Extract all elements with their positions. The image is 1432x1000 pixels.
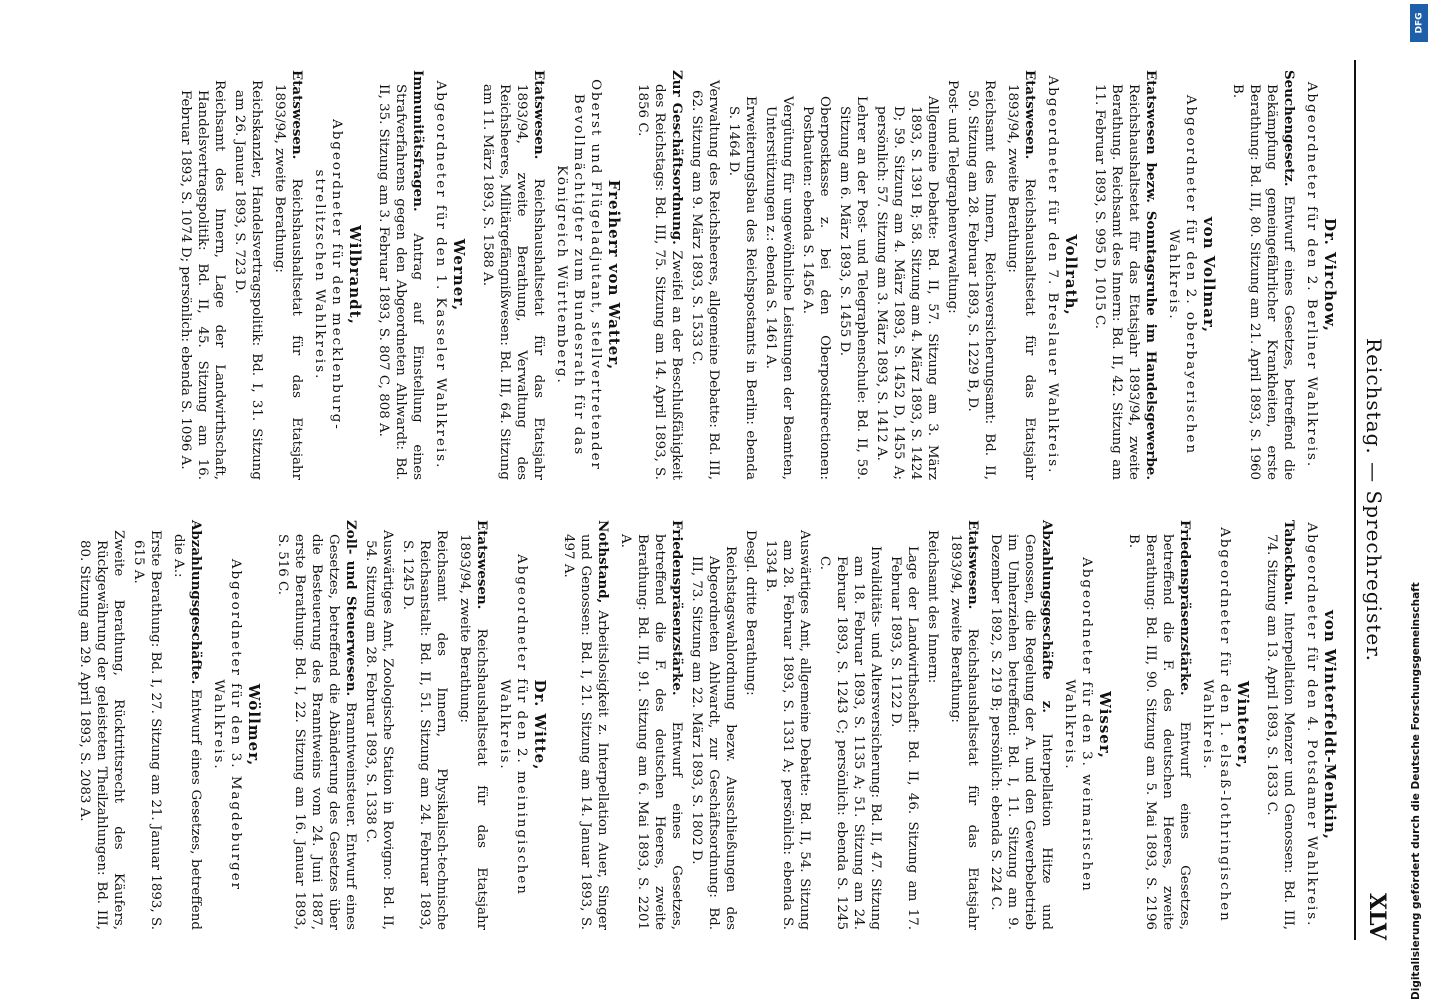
speaker-role: Abgeordneter für den 1. Kasseler Wahlkreis. (433, 80, 448, 470)
sub-entry: Zweite Berathung, Rücktrittsrecht des Käufers, Rückgewährung der geleisteten Theilzahlungen: Bd. III, 80. Sitzung am 29. April 1893, S. 2083 A. (77, 530, 126, 930)
sub-entry: Auswärtiges Amt, Zoologische Station in Rovigno: Bd. II, 54. Sitzung am 28. Februar 1893, S. 1338 C. (363, 530, 395, 930)
topic-entry (456, 520, 490, 930)
speaker-name: Dr. Witte, (531, 679, 549, 771)
topic-entry (987, 520, 1055, 930)
topic-text: Entwurf eines Gesetzes, betreffend die F. des deutschen Heeres, zweite Berathung: Bd. III, 91. Sitzung am 6. Mai 1893, S. 2201 A. (618, 534, 684, 930)
speaker-role: Abgeordneter für den 1. elsaß-lothringischen Wahlkreis. (1200, 527, 1232, 923)
topic-entry (1263, 520, 1297, 930)
topic-entry (170, 520, 204, 930)
topic-entry (1004, 70, 1038, 480)
speaker-name: Winterer, (1234, 680, 1252, 770)
dfg-sidebar (1408, 0, 1430, 1000)
sub-entry: Lage der Landwirthschaft: Bd. II, 46. Sitzung am 17. Februar 1893, S. 1122 D. (888, 546, 920, 930)
topic-text: Reichshaushaltsetat für das Etatsjahr 1893/94, zweite Berathung. Reichsamt des Innern: Bd. II, 42. Sitzung am 11. Februar 1893, S. 995 D, 1015 C. (1092, 84, 1141, 480)
speaker-entry (177, 70, 363, 480)
speaker-role: Oberst und Flügeladjutant, stellvertretender Bevollmächtigter zum Bundesrath für das Königreich Württemberg. (554, 79, 603, 471)
sub-entry: Auswärtiges Amt, allgemeine Debatte: Bd. II, 54. Sitzung am 28. Februar 1893, S. 1331 A; persönlich: ebenda S. 1334 B. (763, 530, 812, 930)
topic-keyword: Friedenspräsenzstärke. (669, 520, 685, 696)
topic-entry (274, 520, 359, 930)
speaker-name: Dr. Virchow, (1321, 218, 1339, 332)
topic-entry (271, 70, 305, 480)
topic-keyword: Immunitätsfragen. (410, 70, 426, 212)
sub-entry: Desgl. dritte Berathung: (743, 530, 758, 696)
speaker-name: von Vollmar, (1200, 216, 1218, 334)
topic-keyword: Zur Geschäftsordnung. (669, 70, 685, 245)
speaker-entry (1263, 520, 1338, 930)
topic-keyword: Abzahlungsgeschäfte. (188, 520, 204, 685)
topic-text: Reichshaushaltsetat für das Etatsjahr 1893/94, zweite Berathung: (272, 84, 304, 480)
speaker-name: Werner, (450, 238, 468, 312)
topic-entry (479, 70, 547, 480)
topic-text: Branntweinsteuer. Entwurf eines Gesetzes, betreffend die Abänderung des Gesetzes über die Besteuerung des Branntweins vom 24. Juni 1887, erste Berathung: Bd. I, 22. Sitzung am 16. Januar 1893, S. 516 C. (275, 534, 358, 930)
left-column (60, 70, 1338, 480)
topic-keyword: Zoll- und Steuerwesen. (343, 520, 359, 697)
speaker-entry (1125, 520, 1251, 930)
speaker-entry (76, 520, 262, 930)
topic-entry (560, 520, 611, 930)
sub-entry: Reichsamt des Innern: (925, 530, 940, 684)
topic-text: Interpellation Hitze und Genossen, die Regelung der A. und den Gewerbebetrieb im Umherziehen betreffend: Bd. I, 11. Sitzung am 9. Dezember 1892, S. 219 B; persönlich: ebenda S. 224 C. (988, 534, 1054, 930)
topic-text: Entwurf eines Gesetzes, betreffend die A.: (171, 534, 203, 930)
running-title: Reichstag. — Sprechregister. (1362, 338, 1386, 662)
topic-keyword: Abzahlungsgeschäfte z. (1039, 520, 1055, 713)
speaker-role: Abgeordneter für den 7. Breslauer Wahlkreis. (1045, 75, 1060, 475)
topic-entry (617, 520, 685, 930)
sub-entry: Erste Berathung: Bd. I, 27. Sitzung am 21. Januar 1893, S. 615 A. (131, 530, 163, 930)
topic-keyword: Etatswesen. (965, 520, 981, 610)
sub-entry: Oberpostkasse z. bei den Oberpostdirectionen: Postbauten: ebenda S. 1456 A. (800, 96, 832, 480)
speaker-role: Abgeordneter für den 3. weimarischen Wahlkreis. (1062, 557, 1094, 893)
topic-keyword: Seuchengesetz. (1281, 70, 1297, 187)
topic-text: Reichshaushaltsetat für das Etatsjahr 1893/94, zweite Berathung: (1005, 84, 1037, 480)
speaker-role: Abgeordneter für den 2. oberbayerischen Wahlkreis. (1166, 94, 1198, 456)
speaker-role: Abgeordneter für den 2. meiningischen Wahlkreis. (497, 554, 529, 896)
speaker-entry (1229, 70, 1338, 480)
sub-entry: Lehrer an der Post- und Telegraphenschule: Bd. II, 59. Sitzung am 6. März 1893, S. 1455 D. (837, 96, 869, 480)
topic-text: Antrag auf Einstellung eines Strafverfahrens gegen den Abgeordneten Ahlwardt: Bd. II, 35. Sitzung am 3. Februar 1893, S. 807 C, 808 A. (376, 84, 425, 480)
topic-text: Reichshaushaltsetat für das Etatsjahr 1893/94, zweite Berathung, Verwaltung des Reichsheeres, Militärgefängnißwesen: Bd. III, 64. Sitzung am 11. März 1893, S. 1588 A. (480, 84, 546, 480)
speaker-name: von Winterfeldt-Menkin, (1321, 609, 1339, 841)
sub-entry: Erweiterungsbau des Reichspostamts in Berlin: ebenda S. 1464 D. (726, 96, 758, 480)
topic-entry (1091, 70, 1159, 480)
speaker-entry (274, 520, 548, 930)
topic-text: Zweifel an der Beschlußfähigkeit des Reichstags: Bd. III, 75. Sitzung am 14. April 1893, S. 1856 C. (635, 84, 684, 480)
topic-keyword: Etatswesen bezw. Sonntagsruhe im Handelsgewerbe. (1143, 70, 1159, 480)
topic-keyword: Nothstand, (595, 520, 611, 604)
topic-entry (634, 70, 685, 480)
speaker-name: Freiherr von Watter, (605, 179, 623, 371)
sub-entry: Reichsamt des Innern, Reichsversicherungsamt: Bd. II, 50. Sitzung am 28. Februar 1893, S. 1229 B, D. (965, 80, 997, 480)
speaker-name: Wöllmer, (245, 683, 263, 767)
topic-entry (375, 70, 426, 480)
topic-text: Interpellation Menzer und Genossen: Bd. III, 74. Sitzung am 13. April 1893, S. 1833 C. (1264, 534, 1296, 930)
right-column (60, 520, 1338, 930)
topic-entry (947, 520, 981, 930)
speaker-role: Abgeordneter für den 4. Potsdamer Wahlkreis. (1304, 522, 1319, 928)
topic-keyword: Etatswesen. (531, 70, 547, 160)
sub-entry: Allgemeine Debatte: Bd. II, 57. Sitzung am 3. März 1893, S. 1391 B; 58. Sitzung am 4. März 1893, S. 1424 D; 59. Sitzung am 4. März 1893, S. 1452 D, 1455 A; persönlich: 57. Sitzung am 3. März 1893, S. 1412 A. (874, 96, 940, 480)
topic-keyword: Etatswesen. (1022, 70, 1038, 160)
topic-entry (1229, 70, 1297, 480)
topic-keyword: Etatswesen. (474, 520, 490, 610)
sub-entry: Reichskanzler, Handelsvertragspolitik: Bd. I, 31. Sitzung am 26. Januar 1893, S. 723 D. (232, 80, 264, 480)
speaker-role: Abgeordneter für den 2. Berliner Wahlkreis. (1304, 81, 1319, 469)
sub-entry: Invaliditäts- und Altersversicherung: Bd. II, 47. Sitzung am 18. Februar 1893, S. 1135 A; 51. Sitzung am 24. Februar 1893, S. 1243 C; persönlich: ebenda S. 1245 C. (817, 546, 883, 930)
speaker-role: Abgeordneter für den mecklenburg-strelitzschen Wahlkreis. (312, 119, 344, 431)
speaker-name: Wilbrandt, (346, 225, 364, 325)
speaker-entry (375, 70, 467, 480)
topic-entry (1125, 520, 1193, 930)
sub-entry: Post- und Telegraphenverwaltung: (945, 80, 960, 314)
speaker-role: Abgeordneter für den 3. Magdeburger Wahlkreis. (211, 558, 243, 892)
topic-text: Reichshaushaltsetat für das Etatsjahr 1893/94, zweite Berathung: (948, 534, 980, 930)
speaker-name: Vollrath, (1062, 234, 1080, 316)
topic-text: Entwurf eines Gesetzes, betreffend die Bekämpfung gemeingefährlicher Krankheiten, erste Berathung: Bd. III, 80. Sitzung am 21. April 1893, S. 1960 B. (1230, 84, 1296, 480)
topic-keyword: Tabackbau. (1281, 520, 1297, 606)
topic-text: Reichshaushaltsetat für das Etatsjahr 1893/94, zweite Berathung: (457, 534, 489, 930)
speaker-entry (479, 70, 622, 480)
topic-text: Entwurf eines Gesetzes, betreffend die F. des deutschen Heeres, zweite Berathung: Bd. III, 90. Sitzung am 5. Mai 1893, S. 2196 B. (1126, 534, 1192, 930)
topic-keyword: Friedenspräsenzstärke. (1177, 520, 1193, 696)
speaker-entry (560, 520, 1113, 930)
speaker-entry (634, 70, 1079, 480)
sub-entry: Vergütung für ungewöhnliche Leistungen der Beamten, Unterstützungen z.: ebenda S. 1461 A. (763, 96, 795, 480)
page-header (1354, 60, 1392, 940)
page-number: XLV (1364, 893, 1390, 940)
dfg-logo-icon: DFG (1410, 4, 1428, 42)
speaker-name: Wisser, (1096, 691, 1114, 759)
sub-entry: Verwaltung des Reichsheeres, allgemeine Debatte: Bd. III, 62. Sitzung am 9. März 1893, S. 1533 C. (689, 80, 721, 480)
topic-text: Arbeitslosigkeit z. Interpellation Auer, Singer und Genossen: Bd. I, 21. Sitzung am 14. Januar 1893, S. 497 A. (561, 534, 610, 930)
sub-entry: Reichsamt des Innern, Physikalisch-technische Reichsanstalt: Bd. II, 51. Sitzung am 24. Februar 1893, S. 1245 D. (400, 530, 449, 930)
dfg-credit-text: Digitalisierung gefördert durch die Deutsche Forschungsgemeinschaft (1410, 582, 1422, 1000)
topic-keyword: Etatswesen. (289, 70, 305, 160)
speaker-entry (1091, 70, 1217, 480)
sub-entry: Reichstagswahlordnung bezw. Ausschließungen des Abgeordneten Ahlwardt, zur Geschäftsordnung: Bd. III, 73. Sitzung am 22. März 1893, S. 1802 D. (689, 546, 738, 930)
sub-entry: Reichsamt des Innern, Lage der Landwirthschaft, Handelsvertragspolitik: Bd. II, 45. Sitzung am 16. Februar 1893, S. 1074 D; persönlich: ebenda S. 1096 A. (178, 80, 227, 480)
